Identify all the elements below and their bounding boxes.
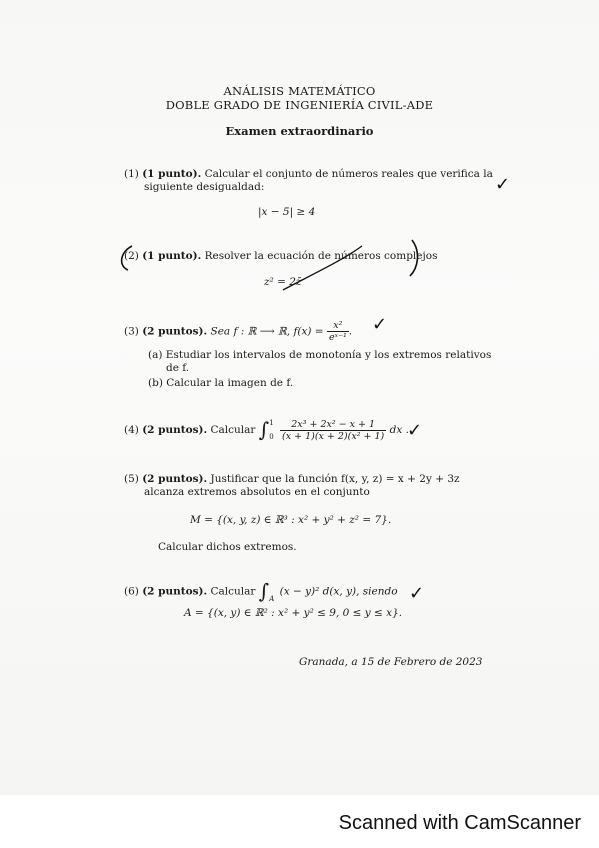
question-2-text: Resolver la ecuación de números complejos [204,250,438,262]
question-3-text: Sea f : ℝ ⟶ ℝ, f(x) = [210,325,324,338]
question-3-points: (2 puntos). [142,325,208,338]
question-1-text: Calcular el conjunto de números reales que verifica la [204,168,493,180]
question-2-formula: z² = 2z̄ [264,276,302,288]
check-mark-icon: ✓ [409,583,425,604]
exam-title: Examen extraordinario [225,124,374,138]
question-2-points: (1 punto). [142,250,202,262]
integral-domain: A [269,594,275,603]
check-mark-icon: ✓ [372,314,388,335]
question-6-points: (2 puntos). [142,585,208,598]
question-4-number: (4) [124,424,139,436]
check-mark-icon: ✓ [407,420,423,441]
degree-title: DOBLE GRADO DE INGENIERÍA CIVIL-ADE [165,98,434,112]
question-4-points: (2 puntos). [142,424,208,436]
question-5-line3: Calcular dichos extremos. [158,541,297,553]
question-5-formula: M = {(x, y, z) ∈ ℝ³ : x² + y² + z² = 7}. [190,514,392,526]
question-6-formula: A = {(x, y) ∈ ℝ² : x² + y² ≤ 9, 0 ≤ y ≤ x}. [184,607,403,619]
question-6-integrand: (x − y)² d(x, y), siendo [279,585,398,598]
integral-sign: ∫ [258,579,270,603]
question-5-text: Justificar que la función f(x, y, z) = x + 2y + 3z [210,473,460,485]
integral-lower: 0 [269,433,274,441]
question-4-denominator: (x + 1)(x + 2)(x² + 1) [282,430,385,442]
question-3-line: (3) (2 puntos). Sea f : ℝ ⟶ ℝ, f(x) = $\frac{\text{x²}}{\text{eˣ⁻¹}}$ . [124,320,353,343]
left-bracket-mark [122,246,132,270]
question-5-points: (2 puntos). [142,473,208,485]
question-6-number: (6) [124,585,139,598]
question-4-text: Calcular [210,424,256,436]
question-5-number: (5) [124,473,139,485]
question-6-text: Calcular [210,585,256,598]
question-1-line2: siguiente desigualdad: [144,181,265,193]
scanner-watermark: Scanned with CamScanner [338,812,581,834]
question-1-formula: |x − 5| ≥ 4 [258,206,316,218]
question-3-item-a-cont: de f. [166,362,190,374]
question-3-numerator: x² [327,320,349,332]
question-2-number: (2) [124,250,139,262]
right-bracket-mark [410,240,418,276]
strike-mark [283,246,362,290]
question-4-numerator: 2x³ + 2x² − x + 1 [280,419,386,431]
integral-upper: 1 [269,419,274,427]
date-signature: Granada, a 15 de Febrero de 2023 [299,656,483,668]
question-3-item-a: (a) Estudiar los intervalos de monotonía y los extremos relativos [148,349,492,361]
question-1-points: (1 punto). [142,168,202,180]
question-5-line2: alcanza extremos absolutos en el conjunto [144,486,370,498]
question-3-denominator: eˣ⁻¹ [328,332,347,343]
question-4-dx: dx . [389,424,409,436]
question-1-number: (1) [124,168,139,180]
question-3-number: (3) [124,325,139,338]
question-3-item-b: (b) Calcular la imagen de f. [148,377,294,389]
check-mark-icon: ✓ [495,174,511,195]
integral-sign: ∫ [258,417,270,442]
course-title: ANÁLISIS MATEMÁTICO [223,84,376,98]
